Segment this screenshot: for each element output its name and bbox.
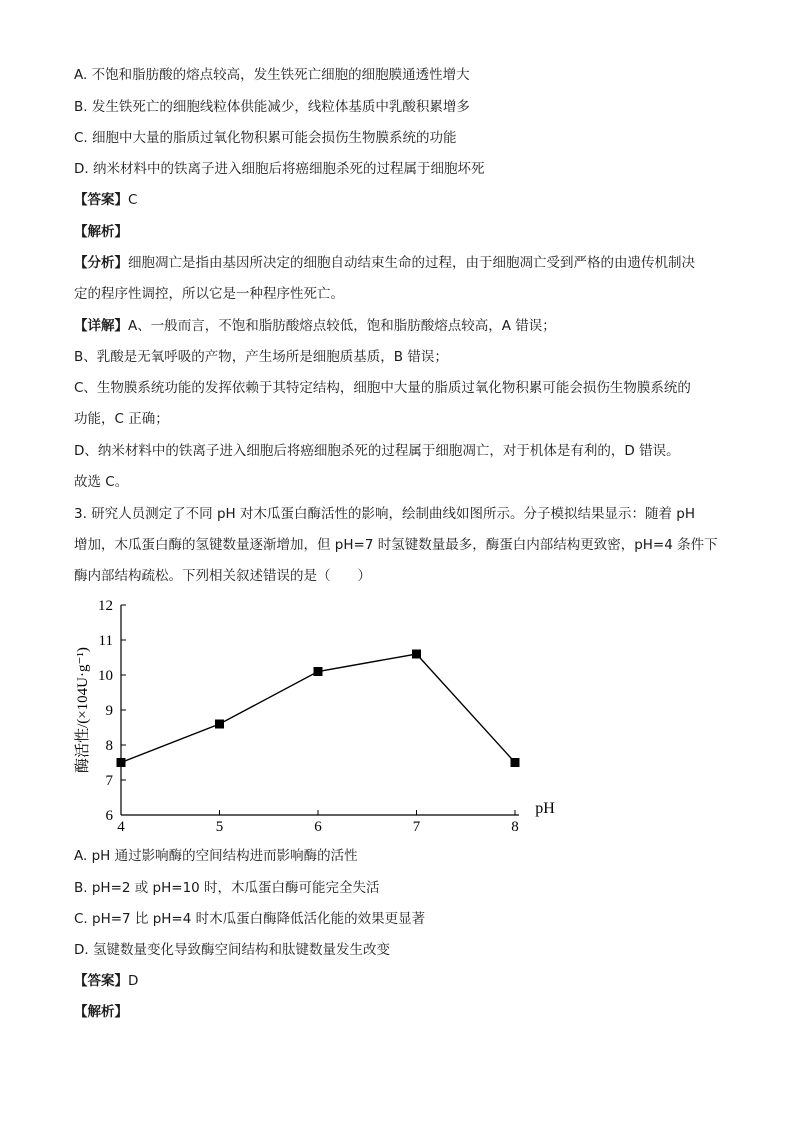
x-tick-label: 7 bbox=[412, 819, 421, 835]
q2-conclusion: 故选 C。 bbox=[74, 474, 129, 490]
q3-answer bbox=[74, 972, 138, 990]
q3-stem-line3: 酶内部结构疏松。下列相关叙述错误的是（ ） bbox=[74, 568, 371, 584]
q2-explain-c1: C、生物膜系统功能的发挥依赖于其特定结构，细胞中大量的脂质过氧化物积累可能会损伤生物膜系统的 bbox=[74, 380, 691, 396]
q2-option-b: B. 发生铁死亡的细胞线粒体供能减少，线粒体基质中乳酸积累增多 bbox=[74, 99, 470, 115]
q2-xiangjie-line1 bbox=[74, 317, 556, 335]
analysis-tag: 【解析】 bbox=[74, 1004, 128, 1020]
x-tick-label: 8 bbox=[511, 819, 519, 835]
q2-option-c: C. 细胞中大量的脂质过氧化物积累可能会损伤生物膜系统的功能 bbox=[74, 130, 457, 146]
y-tick-label: 11 bbox=[98, 633, 113, 649]
q2-option-a: A. 不饱和脂肪酸的熔点较高，发生铁死亡细胞的细胞膜通透性增大 bbox=[74, 67, 470, 83]
x-axis-label: pH bbox=[535, 800, 555, 817]
data-point-marker bbox=[215, 720, 224, 729]
x-tick-label: 5 bbox=[215, 819, 224, 835]
y-tick-label: 9 bbox=[105, 703, 113, 719]
q2-explain-d: D、纳米材料中的铁离子进入细胞后将癌细胞杀死的过程属于细胞凋亡，对于机体是有利的，D 错误。 bbox=[74, 443, 680, 459]
q3-stem-line1: 3. 研究人员测定了不同 pH 对木瓜蛋白酶活性的影响，绘制曲线如图所示。分子模拟结果显示：随着 pH bbox=[74, 506, 695, 522]
q3-analysis-heading bbox=[74, 1003, 128, 1021]
fenxi-text: 细胞凋亡是指由基因所决定的细胞自动结束生命的过程，由于细胞凋亡受到严格的由遗传机制决 bbox=[128, 255, 695, 271]
xiangjie-text: A、一般而言，不饱和脂肪酸熔点较低，饱和脂肪酸熔点较高，A 错误； bbox=[128, 318, 556, 334]
enzyme-activity-chart bbox=[70, 592, 560, 840]
q2-answer bbox=[74, 191, 137, 209]
q3-option-d: D. 氢键数量变化导致酶空间结构和肽键数量发生改变 bbox=[74, 942, 390, 958]
q2-analysis-heading bbox=[74, 223, 128, 241]
y-tick-label: 12 bbox=[98, 598, 113, 614]
y-tick-label: 7 bbox=[105, 773, 113, 789]
answer-value: D bbox=[128, 973, 139, 989]
analysis-tag: 【解析】 bbox=[74, 224, 128, 240]
q2-explain-c2: 功能，C 正确； bbox=[74, 411, 169, 427]
q2-option-d: D. 纳米材料中的铁离子进入细胞后将癌细胞杀死的过程属于细胞坏死 bbox=[74, 161, 485, 177]
q2-explain-b: B、乳酸是无氧呼吸的产物，产生场所是细胞质基质，B 错误； bbox=[74, 349, 448, 365]
x-tick-label: 6 bbox=[314, 819, 322, 835]
answer-tag: 【答案】 bbox=[74, 192, 128, 208]
q3-option-b: B. pH=2 或 pH=10 时，木瓜蛋白酶可能完全失活 bbox=[74, 880, 380, 896]
q3-option-a: A. pH 通过影响酶的空间结构进而影响酶的活性 bbox=[74, 848, 358, 864]
y-tick-label: 8 bbox=[105, 738, 113, 754]
y-tick-label: 10 bbox=[98, 668, 113, 684]
answer-value: C bbox=[128, 192, 138, 208]
x-tick-label: 4 bbox=[117, 819, 125, 835]
fenxi-tag: 【分析】 bbox=[74, 255, 128, 271]
answer-tag: 【答案】 bbox=[74, 973, 128, 989]
y-tick-label: 6 bbox=[105, 808, 113, 824]
data-point-marker bbox=[412, 650, 421, 659]
q3-option-c: C. pH=7 比 pH=4 时木瓜蛋白酶降低活化能的效果更显著 bbox=[74, 911, 426, 927]
xiangjie-tag: 【详解】 bbox=[74, 318, 128, 334]
q2-fenxi-line1 bbox=[74, 254, 695, 272]
q2-fenxi-line2: 定的程序性调控，所以它是一种程序性死亡。 bbox=[74, 286, 344, 302]
data-point-marker bbox=[511, 758, 520, 767]
data-point-marker bbox=[117, 758, 126, 767]
q3-stem-line2: 增加，木瓜蛋白酶的氢键数量逐渐增加，但 pH=7 时氢键数量最多，酶蛋白内部结构更致密，pH=4 条件下 bbox=[74, 537, 718, 553]
y-axis-label: 酶活性/(×104U·g⁻¹) bbox=[75, 647, 91, 773]
data-point-marker bbox=[314, 667, 323, 676]
